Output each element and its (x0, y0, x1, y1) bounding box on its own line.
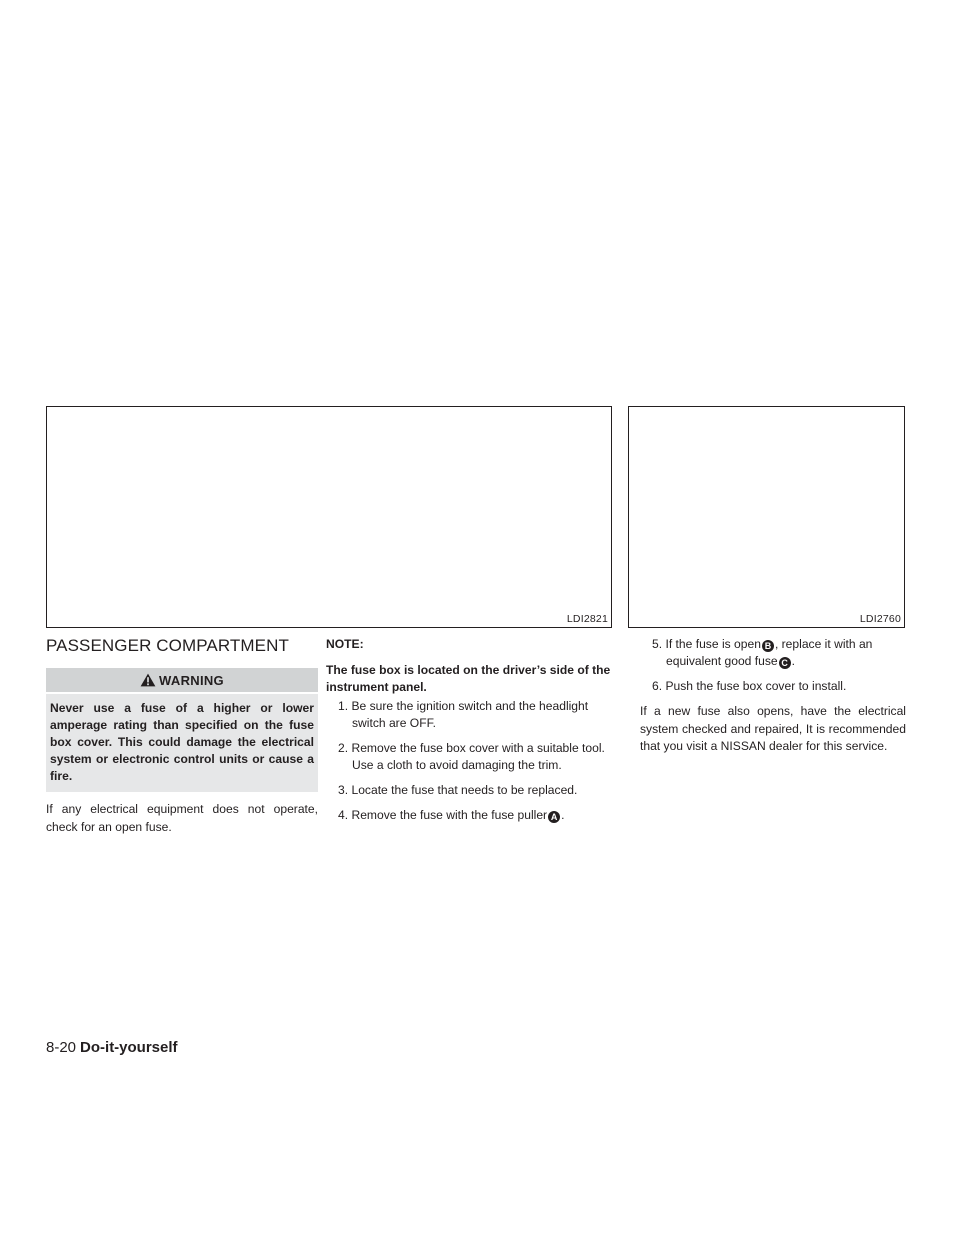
page-number: 8-20 (46, 1039, 77, 1056)
callout-b-icon: B (762, 640, 774, 652)
step-text-middle: , replace it with an equivalent good fuse (666, 637, 873, 668)
step-text-end: . (791, 654, 795, 668)
warning-title: WARNING (159, 672, 224, 688)
column-3 (640, 636, 906, 756)
list-item (640, 636, 906, 670)
steps-list-1 (326, 698, 611, 824)
figure-fuse-box-location (46, 406, 612, 628)
note-title: NOTE: (326, 637, 364, 651)
step-number: 1. (338, 699, 349, 713)
step-text: Locate the fuse that needs to be replaced. (351, 783, 578, 797)
step-number: 2. (338, 741, 349, 755)
list-item (326, 807, 611, 824)
step-number: 6. (652, 679, 663, 693)
step-text-end: . (561, 808, 565, 822)
closing-paragraph: If a new fuse also opens, have the electrical system checked and repaired, It is recommended that you visit a NISSAN dealer for this service. (640, 704, 906, 753)
intro-paragraph: If any electrical equipment does not operate, check for an open fuse. (46, 802, 318, 834)
list-item (326, 782, 611, 799)
note-text: The fuse box is located on the driver’s side of the instrument panel. (326, 663, 611, 694)
callout-a-icon: A (548, 811, 560, 823)
column-1 (46, 636, 318, 848)
page-footer (46, 1039, 178, 1057)
step-text: Be sure the ignition switch and the headlight switch are OFF. (351, 699, 589, 730)
warning-triangle-icon (140, 673, 156, 687)
warning-box (46, 668, 318, 792)
warning-header (46, 668, 318, 692)
chapter-title: Do-it-yourself (80, 1039, 178, 1056)
step-text: If the fuse is open (665, 637, 761, 651)
column-2 (326, 636, 611, 832)
step-number: 3. (338, 783, 349, 797)
warning-text: Never use a fuse of a higher or lower amperage rating than specified on the fuse box cover. This could damage the electrical system or electronic control units or cause a fire. (46, 694, 318, 792)
figure-code: LDI2821 (566, 613, 608, 625)
step-number: 4. (338, 808, 349, 822)
steps-list-2 (640, 636, 906, 695)
list-item (640, 678, 906, 695)
section-title: PASSENGER COMPARTMENT (46, 636, 289, 655)
step-text: Remove the fuse with the fuse puller (351, 808, 548, 822)
step-text: Push the fuse box cover to install. (665, 679, 847, 693)
list-item (326, 698, 611, 732)
list-item (326, 740, 611, 774)
callout-c-icon: C (779, 657, 791, 669)
figure-code: LDI2760 (859, 613, 901, 625)
figure-fuse-puller (628, 406, 905, 628)
step-number: 5. (652, 637, 663, 651)
step-text: Remove the fuse box cover with a suitable tool. Use a cloth to avoid damaging the trim. (351, 741, 605, 772)
